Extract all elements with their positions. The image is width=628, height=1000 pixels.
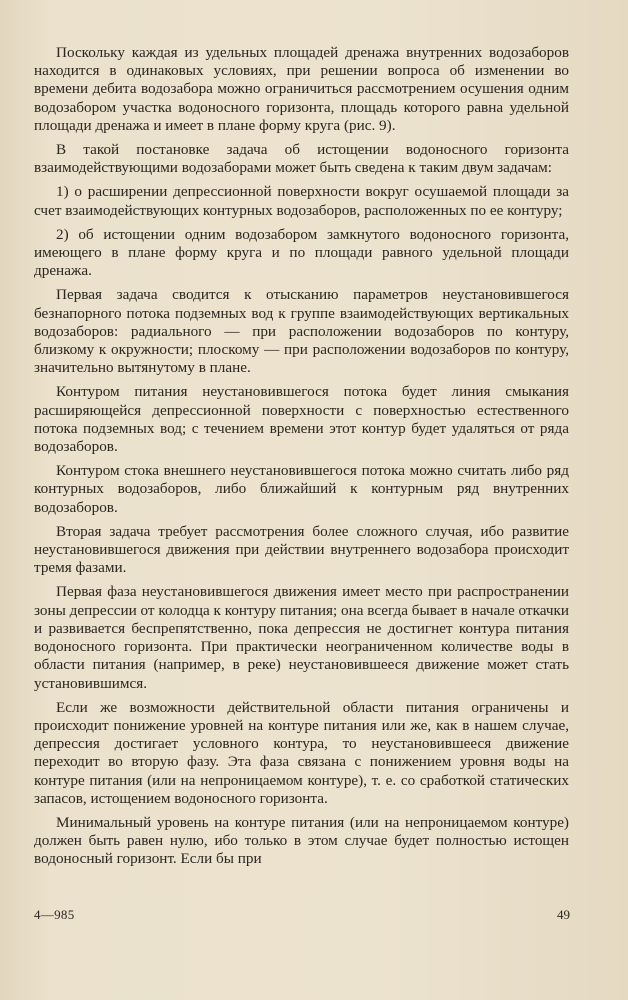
- paragraph: В такой постановке задача об истощении водоносного горизонта взаимодействующими водозаборами может быть сведена к таким двум задачам:: [34, 141, 569, 177]
- paragraph: Если же возможности действительной области питания ограничены и происходит понижение уровней на контуре питания или же, как в нашем случае, депрессия достигает условного контура, то неустановившееся движение переходит во вторую фазу. Эта фаза связана с понижением уровня воды на контуре питания (или на непроницаемом контуре), т. е. со сработкой статических запасов, истощением водоносного горизонта.: [34, 698, 569, 807]
- paragraph: Первая фаза неустановившегося движения имеет место при распространении зоны депрессии от колодца к контуру питания; она всегда бывает в начале откачки и развивается беспрепятственно, пока депрессия не достигнет контура питания водоносного горизонта. При практически неограниченном количестве воды в области питания (например, в реке) неустановившееся движение может стать установившимся.: [34, 583, 569, 692]
- paragraph: Минимальный уровень на контуре питания (или на непроницаемом контуре) должен быть равен нулю, ибо только в этом случае будет полностью истощен водоносный горизонт. Если бы при: [34, 813, 569, 868]
- body-text: [34, 44, 569, 875]
- paragraph: Контуром питания неустановившегося потока будет линия смыкания расширяющейся депрессионной поверхности с поверхностью естественного потока подземных вод; с течением времени этот контур будет удаляться от ряда водозаборов.: [34, 383, 569, 456]
- page-number: 49: [557, 907, 570, 922]
- printer-signature: 4—985: [34, 907, 75, 922]
- paragraph: Контуром стока внешнего неустановившегося потока можно считать либо ряд контурных водозаборов, либо ближайший к контурным ряд внутренних водозаборов.: [34, 462, 569, 516]
- paragraph: 1) о расширении депрессионной поверхности вокруг осушаемой площади за счет взаимодействующих контурных водозаборов, расположенных по ее контуру;: [34, 183, 569, 219]
- paragraph: 2) об истощении одним водозабором замкнутого водоносного горизонта, имеющего в плане форму круга и по площади равного удельной площади дренажа.: [34, 225, 569, 280]
- paragraph: Вторая задача требует рассмотрения более сложного случая, ибо развитие неустановившегося движения при действии внутреннего водозабора происходит тремя фазами.: [34, 522, 569, 577]
- paragraph: Поскольку каждая из удельных площадей дренажа внутренних водозаборов находится в одинаковых условиях, при решении вопроса об изменении во времени дебита водозабора можно ограничиться рассмотрением осушения одним водозабором участка водоносного горизонта, площадь которого равна удельной площади дренажа и имеет в плане форму круга (рис. 9).: [34, 44, 569, 134]
- paragraph: Первая задача сводится к отысканию параметров неустановившегося безнапорного потока подземных вод к группе взаимодействующих вертикальных водозаборов: радиального — при расположении водозаборов по контуру, близкому к окружности; плоскому — при расположении водозаборов по контуру, значительно вытянутому в плане.: [34, 286, 569, 377]
